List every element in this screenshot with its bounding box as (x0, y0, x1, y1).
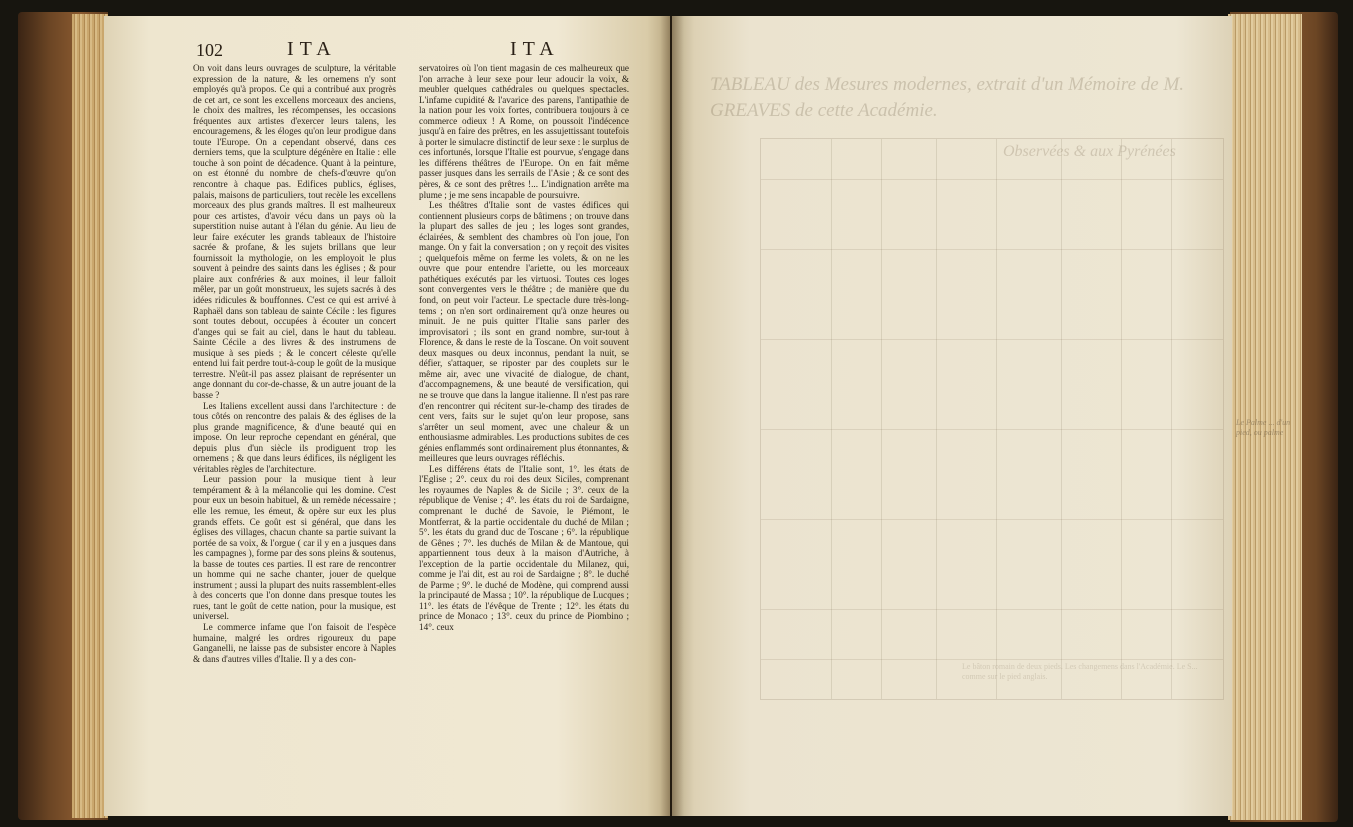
paragraph: Le commerce infame que l'on faisoit de l'espèce humaine, malgré les ordres rigoureux du pape Ganganelli, ne laisse pas de subsister encore à Naples & dans d'autres villes d'Italie. Il y a des con- (193, 621, 396, 664)
paragraph: Les différens états de l'Italie sont, 1°. les états de l'Eglise ; 2°. ceux du roi des deux Siciles, comprenant les royaumes de Naples & de Sicile ; 3°. ceux de la république de Venise ; 4°. les états du roi de Sardaigne, comprenant le duché de Savoie, le Piémont, le Montferrat, & la partie occidentale du duché de Milan ; 5°. les états du grand duc de Toscane ; 6°. la république de Gênes ; 7°. les duchés de Milan & de Mantoue, qui appartiennent tous deux à la maison d'Autriche, à l'exception de la partie occidentale du Milanez, qui, comme je l'ai dit, est au roi de Sardaigne ; 8°. le duché de Parme ; 9°. le duché de Modène, qui comprend aussi la principauté de Massa ; 10°. la république de Lucques ; 11°. les états de l'évêque de Trente ; 12°. les états du prince de Monaco ; 13°. ceux du prince de Piombino ; 14°. ceux (419, 463, 629, 632)
show-through-table (760, 138, 1224, 700)
paragraph: servatoires où l'on tient magasin de ces malheureux que l'on arrache à leur sexe pour leur adoucir la voix, & meubler quelques cathédrales ou quelques spectacles. L'infame cupidité & l'avarice des parens, l'antipathie de la nation pour les voix fortes, contribuera toujours à ce commerce odieux ! A Rome, on poussoit l'indécence jusqu'à en faire des prêtres, en les assujettissant toutefois à porter le simulacre distinctif de leur sexe : le surplus de ces infortunés, lorsque l'Italie est pourvue, s'engage dans les différens théâtres de l'Europe. On en fait même passer jusques dans les serrails de l'Asie ; & ce sont des pères, & ce sont des prêtres !... L'indignation arrête ma plume ; je me sens incapable de poursuivre. (419, 63, 629, 200)
page-number: 102 (196, 40, 223, 60)
show-through-subtitle: Observées & aux Pyrénées (1003, 143, 1176, 160)
book-gutter (660, 16, 684, 816)
show-through-title: TABLEAU des Mesures modernes, extrait d'un Mémoire de M. GREAVES de cette Académie. (710, 74, 1185, 121)
left-page-edges (72, 14, 108, 818)
text-column-right (419, 63, 629, 633)
show-through-footnote: Le bâton romain de deux pieds. Les changemens dans l'Académie. Le S... comme sur le pied anglais. (962, 662, 1198, 681)
marginal-note: Le Palme ... d'un pied, ou palme (1236, 418, 1291, 437)
text-column-left (193, 63, 396, 664)
running-head-left: ITA (287, 38, 337, 60)
running-head-right: ITA (510, 38, 560, 60)
paragraph: Les théâtres d'Italie sont de vastes édifices qui contiennent plusieurs corps de bâtimens ; on trouve dans la plupart des salles de jeu ; les loges sont grandes, éclairées, & semblent des chambres où l'on joue, l'on mange. On y fait la conversation ; on y reçoit des visites ; quelquefois même on ferme les volets, & on ne les ouvre que pour entendre l'ariette, ou les morceaux pathétiques exécutés par les virtuosi. Toutes ces loges sont convergentes vers le théâtre ; de manière que du fond, on peut voir l'acteur. Le spectacle dure très-long-tems ; on n'en sort ordinairement qu'à onze heures ou minuit. Je ne puis quitter l'Italie sans parler des improvisatori ; ils sont en grand nombre, sur-tout à Florence, & dans le reste de la Toscane. On voit souvent deux masques ou deux inconnus, pendant la nuit, se défier, s'attaquer, se riposter par des couplets sur le même air, avec une vivacité de dialogue, de chant, d'accompagnemens, & une beauté de versification, qui ne se trouve que dans la langue italienne. Il n'est pas rare d'en rencontrer qui récitent sur-le-champ des tirades de cent vers, faits sur le sujet qu'on leur propose, sans s'arrêter un seul moment, avec une chaleur & un enthousiasme admirables. Les productions subites de ces génies enflammés sont ordinairement plus étonnantes, & meilleures que leurs ouvrages réfléchis. (419, 200, 629, 464)
paragraph: Leur passion pour la musique tient à leur tempérament & à la mélancolie qui les domine. C'est pour eux un besoin habituel, & un remède nécessaire ; elle les remue, les émeut, & opère sur eux les plus grands effets. Ce goût est si général, que dans les églises des villages, chacun chante sa partie suivant la portée de sa voix, & l'orgue ( car il y en a jusques dans les campagnes ), forme par des sons pleins & soutenus, la basse de toutes ces parties. Il est rare de rencontrer un homme qui ne sache chanter, jouer de quelque instrument ; aussi la plupart des nuits rassemblent-elles à des concerts que l'on donne dans presque toutes les rues, tant le goût de cette nation, pour la musique, est universel. (193, 474, 396, 622)
paragraph: On voit dans leurs ouvrages de sculpture, la véritable expression de la nature, & les ornemens n'y sont employés qu'à propos. Ce qui a contribué aux progrès de cet art, ce sont les excellens morceaux des anciens, le choix des maîtres, les récompenses, les occasions fréquentes aux artistes d'exercer leurs talens, les encouragemens, & les éloges qu'on leur prodigue dans toute l'Europe. On a cependant observé, dans ces derniers tems, que la sculpture dégénère en Italie : elle touche à son point de décadence. Quant à la peinture, on est étonné du nombre de chefs-d'œuvre qu'on rencontre à chaque pas. Edifices publics, églises, palais, maisons de particuliers, tout recèle les excellens morceaux des plus grands maîtres. Il est malheureux pour ces artistes, d'avoir vécu dans un pays où la superstition nuise autant à l'élan du génie. Au lieu de leur faire exécuter les grands tableaux de l'histoire sacrée & profane, & les sujets brillans que leur fournissoit la mythologie, on les employoit le plus souvent à peindre des saints dans les églises ; & pour plaire aux confréries & aux moines, il leur falloit mêler, par un goût monstrueux, les sujets sacrés à des idées ridicules & bouffonnes. C'est ce qui est arrivé à Raphaël dans son tableau de sainte Cécile : les figures sont toutes debout, occupées à écouter un concert d'anges qui se fait au ciel, dans le haut du tableau. Sainte Cécile a des livres & des instrumens de musique à ses pieds ; & le concert céleste qu'elle entend lui fait perdre tout-à-coup le goût de la musique terrestre. N'eût-il pas assez plaisant de représenter un ange donnant du cor-de-chasse, & un autre jouant de la basse ? (193, 63, 396, 400)
paragraph: Les Italiens excellent aussi dans l'architecture : de tous côtés on rencontre des palais & des églises de la plus grande magnificence, & d'une beauté qui en impose. On leur reproche cependant en général, que depuis plus d'un siècle ils prodiguent trop les ornemens ; & que dans leurs édifices, ils négligent les véritables règles de l'architecture. (193, 400, 396, 474)
right-page-edges (1228, 14, 1302, 820)
